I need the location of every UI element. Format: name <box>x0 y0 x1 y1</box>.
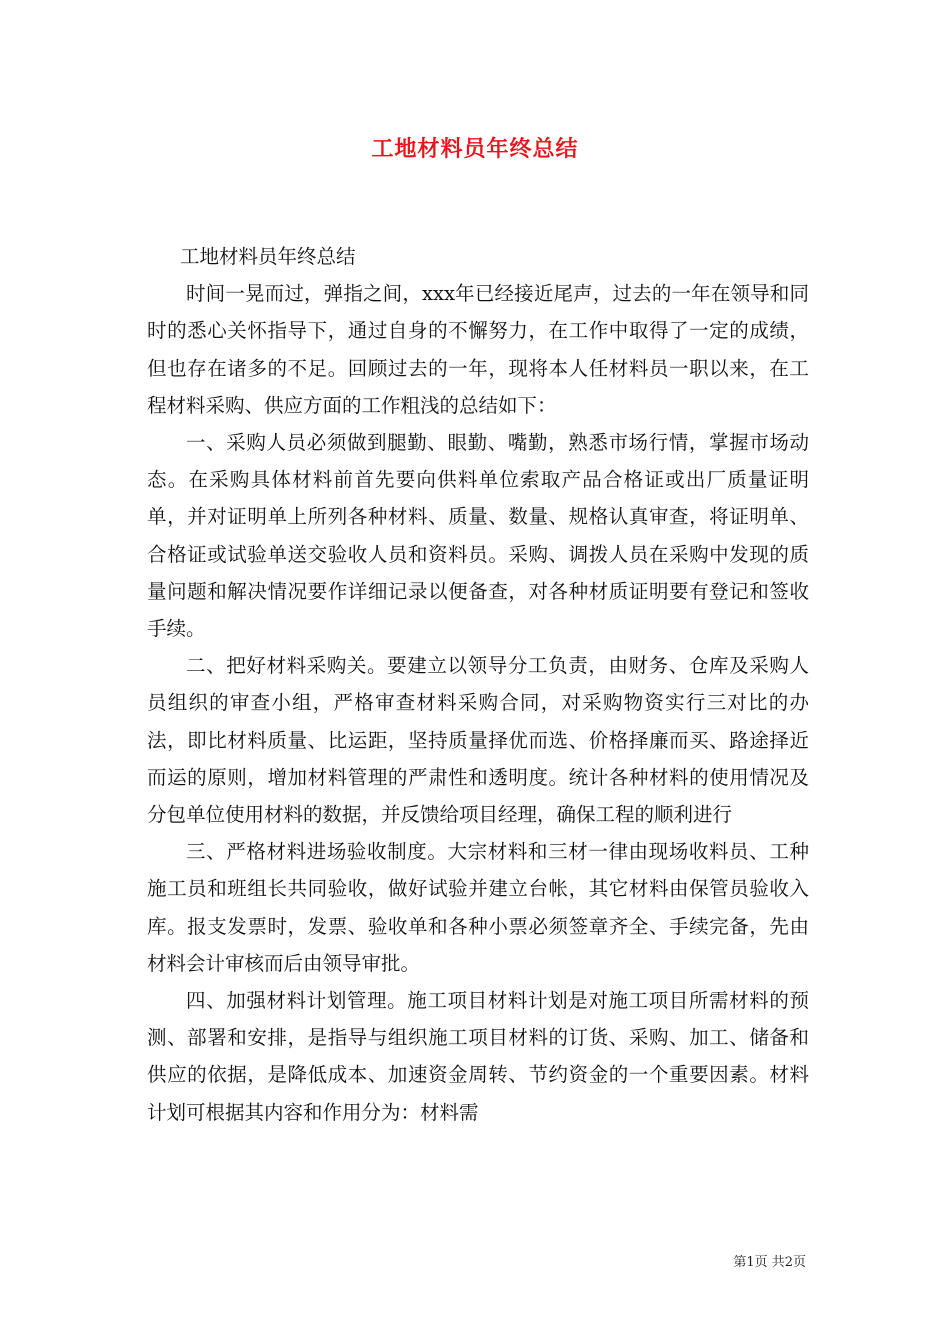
paragraph-section-2: 二、把好材料采购关。要建立以领导分工负责，由财务、仓库及采购人员组织的审查小组，严格审查材料采购合同，对采购物资实行三对比的办法，即比材料质量、比运距，坚持质量择优而选、价格择廉而买、路途择近而运的原则，增加材料管理的严肃性和透明度。统计各种材料的使用情况及分包单位使用材料的数据，并反馈给项目经理，确保工程的顺利进行 <box>147 654 809 827</box>
paragraph-section-3: 三、严格材料进场验收制度。大宗材料和三材一律由现场收料员、工种施工员和班组长共同验收，做好试验并建立台帐，其它材料由保管员验收入库。报支发票时，发票、验收单和各种小票必须签章齐全、手续完备，先由材料会计审核而后由领导审批。 <box>147 840 809 975</box>
document-title: 工地材料员年终总结 <box>371 136 579 162</box>
paragraph-section-1: 一、采购人员必须做到腿勤、眼勤、嘴勤，熟悉市场行情，掌握市场动态。在采购具体材料前首先要向供料单位索取产品合格证或出厂质量证明单，并对证明单上所列各种材料、质量、数量、规格认真审查，将证明单、合格证或试验单送交验收人员和资料员。采购、调拨人员在采购中发现的质量问题和解决情况要作详细记录以便备查，对各种材质证明要有登记和签收手续。 <box>147 431 809 641</box>
document-subtitle: 工地材料员年终总结 <box>180 245 356 268</box>
page-number: 第1页 共2页 <box>733 1255 806 1270</box>
paragraph-intro: 时间一晃而过，弹指之间，xxx年已经接近尾声，过去的一年在领导和同时的悉心关怀指导下，通过自身的不懈努力，在工作中取得了一定的成绩，但也存在诸多的不足。回顾过去的一年，现将本人任材料员一职以来，在工程材料采购、供应方面的工作粗浅的总结如下： <box>147 282 809 417</box>
document-body <box>147 238 809 1131</box>
paragraph-section-4: 四、加强材料计划管理。施工项目材料计划是对施工项目所需材料的预测、部署和安排，是指导与组织施工项目材料的订货、采购、加工、储备和供应的依据，是降低成本、加速资金周转、节约资金的一个重要因素。材料计划可根据其内容和作用分为：材料需 <box>147 989 809 1124</box>
